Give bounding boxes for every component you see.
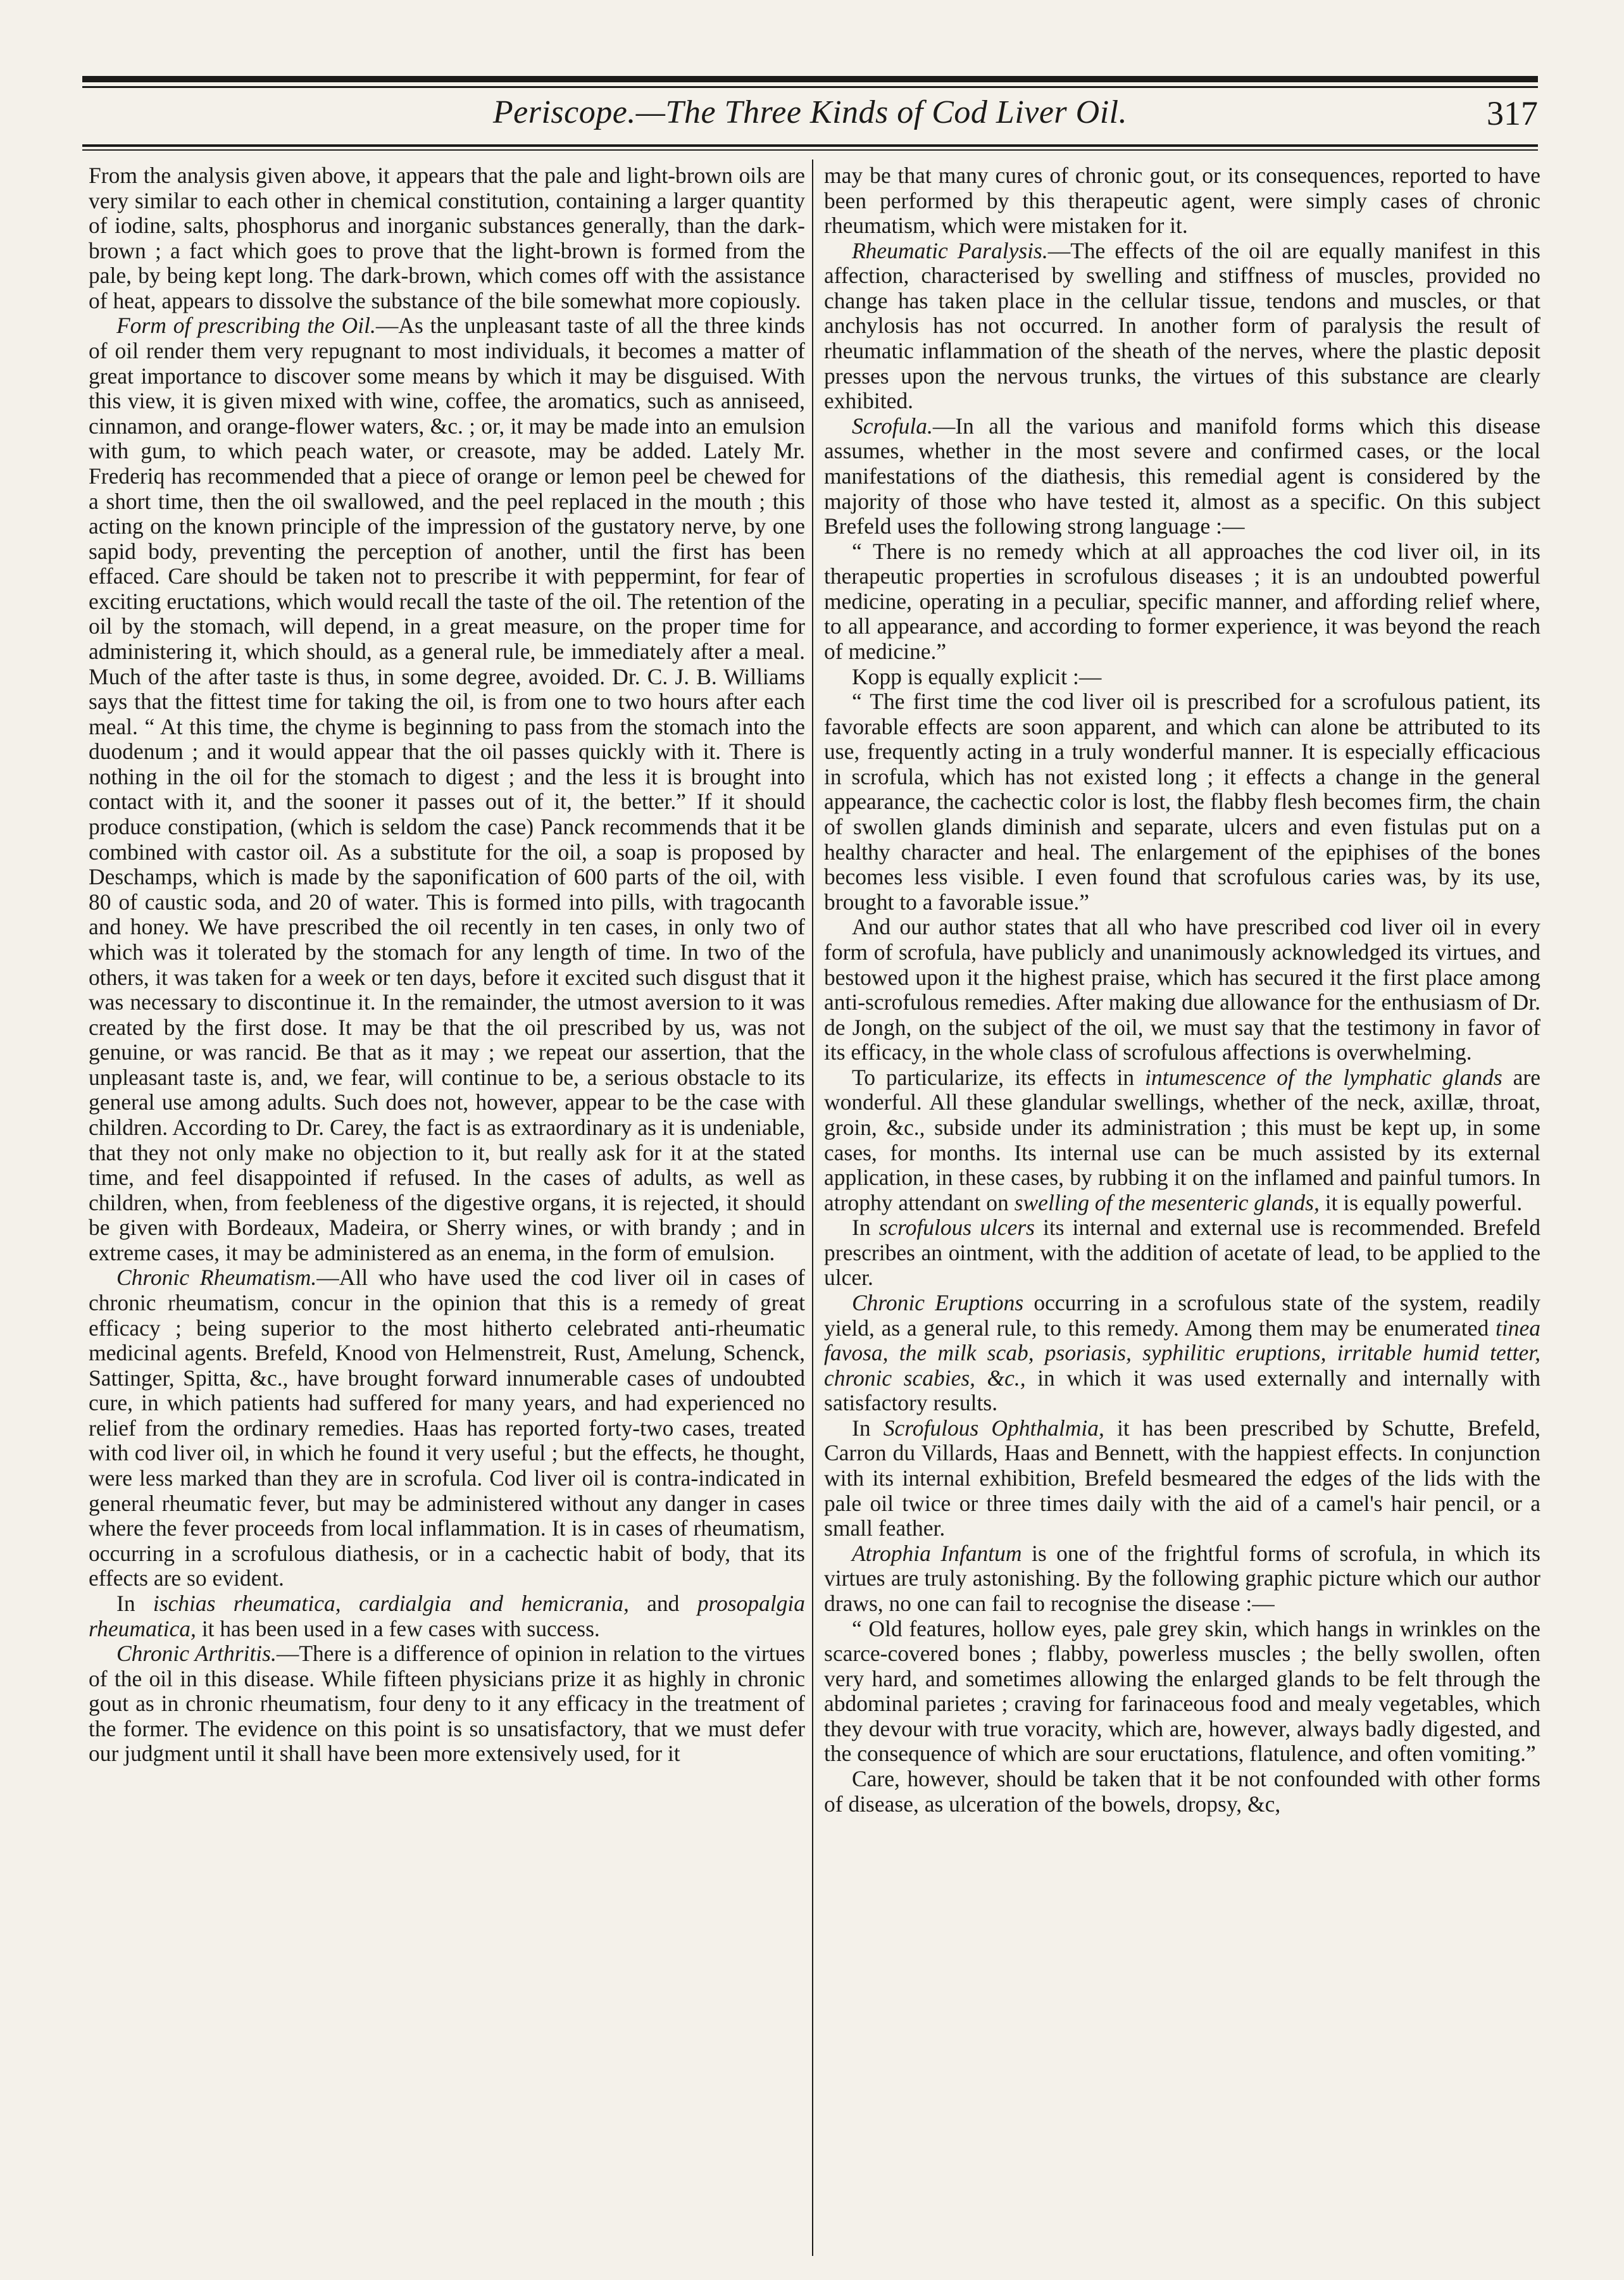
paragraph — [824, 1416, 1540, 1541]
text-run: Kopp is equally explicit :— — [852, 663, 1102, 689]
italic-run: Rheumatic Paralysis. — [852, 237, 1048, 263]
text-run: occurring in a scrofulous state of the system, readily yield, as a general rule, to this remedy. Among them may be enumerated — [824, 1290, 1540, 1341]
header-rule — [82, 144, 1538, 147]
paragraph — [824, 1291, 1540, 1416]
paragraph — [824, 1767, 1540, 1817]
paragraph — [824, 1617, 1540, 1767]
page-number: 317 — [1487, 94, 1538, 132]
right-column — [824, 163, 1540, 2252]
paragraph — [824, 1541, 1540, 1617]
running-head — [82, 87, 1538, 144]
paragraph — [824, 1065, 1540, 1215]
italic-run: swelling of the mesenteric glands, — [1014, 1189, 1320, 1215]
italic-run: ischias rheumatica, cardialgia and hemicrania, — [153, 1590, 629, 1616]
text-run: is one of the frightful forms of scrofula, in which its virtues are truly astonishing. By the following graphic picture which our author draws, no one can fail to recognise the disease :— — [824, 1540, 1540, 1616]
paragraph — [824, 239, 1540, 414]
italic-run: Atrophia Infantum — [852, 1540, 1022, 1566]
text-run: —In all the various and manifold forms which this disease assumes, whether in the most severe and confirmed cases, or the local manifestations of the diathesis, this remedial agent is considered by the majority of those who have tested it, almost as a specific. On this subject Brefeld uses the following strong language :— — [824, 413, 1540, 539]
paragraph — [824, 163, 1540, 239]
text-run: To particularize, its effects in — [852, 1064, 1146, 1090]
text-run: “ Old features, hollow eyes, pale grey skin, which hangs in wrinkles on the scarce-covered bones ; flabby, powerless muscles ; the belly swollen, often very hard, and sometimes allowing the enlarged glands to be felt through the abdominal parietes ; craving for farinaceous food and mealy vegetables, which they devour with true voracity, which are, however, always badly digested, and the consequence of which are sour eructations, flatulence, and often vomiting.” — [824, 1615, 1540, 1767]
italic-run: Form of prescribing the Oil. — [116, 313, 376, 339]
text-run: In — [852, 1415, 884, 1441]
italic-run: Scrofula. — [852, 413, 933, 439]
text-run: “ There is no remedy which at all approaches the cod liver oil, in its therapeutic properties in scrofulous diseases ; it is an undoubted powerful medicine, operating in a peculiar, specific manner, and affording relief where, to all appearance, and according to former experience, it was beyond the reach of medicine.” — [824, 538, 1540, 664]
text-run: may be that many cures of chronic gout, or its consequences, reported to have been performed by this therapeutic agent, were simply cases of chronic rheumatism, which were mistaken for it. — [824, 163, 1540, 239]
paragraph — [89, 313, 805, 1265]
header-rule-thin — [82, 149, 1538, 151]
text-run: In — [116, 1590, 153, 1616]
text-run: —As the unpleasant taste of all the three kinds of oil render them very repugnant to most individuals, it becomes a matter of great importance to discover some means by which it may be disguised. With this view, it is given mixed with wine, coffee, the aromatics, such as anniseed, cinnamon, and orange-flower waters, &c. ; or, it may be made into an emulsion with gum, to which peach water, or creasote, may be added. Lately Mr. Frederiq has recommended that a piece of orange or lemon peel be chewed for a short time, then the oil swallowed, and the peel replaced in the mouth ; this acting on the known principle of the impression of the gustatory nerve, by one sapid body, preventing the perception of another, until the first has been effaced. Care should be taken not to prescribe it with peppermint, for fear of exciting eructations, which would recall the taste of the oil. The retention of the oil by the stomach, will depend, in a great measure, on the proper time for administering it, which should, as a general rule, be immediately after a meal. Much of the after taste is thus, in some degree, avoided. Dr. C. J. B. Williams says that the fittest time for taking the oil, is from one to two hours after each meal. “ At this time, the chyme is beginning to pass from the stomach into the duodenum ; and it would appear that the oil passes quickly with it. There is nothing in the oil for the stomach to digest ; and the less it is brought into contact with it, and the sooner it passes out of it, the better.” If it should produce constipation, (which is seldom the case) Panck recommends that it be combined with castor oil. As a substitute for the oil, a soap is proposed by Deschamps, which is made by the saponification of 600 parts of the oil, with 80 of caustic soda, and 20 of water. This is formed into pills, with tragocanth and honey. We have prescribed the oil recently in ten cases, in only two of which was it tolerated by the stomach for any length of time. In two of the others, it was taken for a week or ten days, before it excited such disgust that it was necessary to discontinue it. In the remainder, the utmost aversion to it was created by the first dose. It may be that the oil prescribed by us, was not genuine, or was rancid. Be that as it may ; we repeat our assertion, that the unpleasant taste is, and, we fear, will continue to be, a serious obstacle to its general use among adults. Such does not, however, appear to be the case with children. According to Dr. Carey, the fact is as extraordinary as it is undeniable, that they not only make no objection to it, but really ask for it at the stated time, and feel disappointed if refused. In the cases of adults, as well as children, when, from feebleness of the digestive organs, it is rejected, it should be given with Bordeaux, Madeira, or Sherry wines, or with brandy ; and in extreme cases, it may be administered as an enema, in the form of emulsion. — [89, 313, 805, 1265]
paragraph — [824, 414, 1540, 539]
italic-run: Chronic Eruptions — [852, 1290, 1024, 1316]
text-run: —All who have used the cod liver oil in cases of chronic rheumatism, concur in the opinion that this is a remedy of great efficacy ; being superior to the most hitherto celebrated anti-rheumatic medicinal agents. Brefeld, Knood von Helmenstreit, Rust, Amelung, Schenck, Sattinger, Spitta, &c., have brought forward innumerable cases of undoubted cure, in which patients had suffered for many years, and had experienced no relief from the ordinary remedies. Haas has reported forty-two cases, treated with cod liver oil, in which he found it very useful ; but the effects, he thought, were less marked than they are in scrofula. Cod liver oil is contra-indicated in general rheumatic fever, but may be administered without any danger in cases where the fever proceeds from local inflammation. It is in cases of rheumatism, occurring in a scrofulous diathesis, or in a cachectic habit of body, that its effects are so evident. — [89, 1265, 805, 1591]
text-run: in which it was used externally and internally with satisfactory results. — [824, 1365, 1540, 1416]
paragraph — [89, 1641, 805, 1767]
text-run: “ The first time the cod liver oil is prescribed for a scrofulous patient, its favorable effects are soon apparent, and which can alone be attributed to its use, frequently acting in a truly wonderful manner. It is especially efficacious in scrofula, which has not existed long ; it effects a change in the general appearance, the cachectic color is lost, the flabby flesh becomes firm, the chain of swollen glands diminish and separate, ulcers and even fistulas put on a healthy character and heal. The enlargement of the epiphises of the bones becomes less visible. I even found that scrofulous caries was, by its use, brought to a favorable issue.” — [824, 689, 1540, 915]
text-run: it is equally powerful. — [1319, 1189, 1523, 1215]
paragraph — [824, 689, 1540, 915]
column-divider — [812, 160, 813, 2256]
text-run: it has been prescribed by Schutte, Brefeld, Carron du Villards, Haas and Bennett, with the happiest effects. In conjunction with its internal exhibition, Brefeld besmeared the edges of the lids with the pale oil twice or three times daily with the aid of a camel's hair pencil, or a small feather. — [824, 1415, 1540, 1541]
paragraph — [824, 915, 1540, 1065]
italic-run: prosopalgia rheumatica, — [89, 1590, 805, 1641]
text-run: And our author states that all who have prescribed cod liver oil in every form of scrofula, have publicly and unanimously acknowledged its virtues, and bestowed upon it the highest praise, which has secured it the first place among anti-scrofulous remedies. After making due allowance for the enthusiasm of Dr. de Jongh, on the subject of the oil, we must say that the testimony in favor of its efficacy, in the whole class of scrofulous affections is overwhelming. — [824, 914, 1540, 1065]
text-run: In — [852, 1215, 879, 1241]
paragraph — [89, 1265, 805, 1591]
text-run: From the analysis given above, it appears that the pale and light-brown oils are very similar to each other in chemical constitution, containing a larger quantity of iodine, salts, phosphorus and inorganic substances generally, than the dark-brown ; a fact which goes to prove that the light-brown is formed from the pale, by being kept long. The dark-brown, which comes off with the assistance of heat, appears to dissolve the substance of the bile somewhat more copiously. — [89, 163, 805, 313]
italic-run: scrofulous ulcers — [878, 1215, 1035, 1241]
paragraph — [824, 665, 1540, 690]
text-run: Care, however, should be taken that it be not confounded with other forms of disease, as ulceration of the bowels, dropsy, &c, — [824, 1766, 1540, 1817]
running-title: Periscope.—The Three Kinds of Cod Liver Oil. — [492, 94, 1128, 130]
paragraph — [824, 539, 1540, 665]
italic-run: tinea favosa, the milk scab, psoriasis, syphilitic eruptions, irritable humid tetter, chronic scabies, &c., — [824, 1315, 1540, 1391]
text-run: and — [628, 1590, 697, 1616]
italic-run: Scrofulous Ophthalmia, — [883, 1415, 1104, 1441]
text-run: —The effects of the oil are equally manifest in this affection, characterised by swelling and stiffness of muscles, provided no change has taken place in the cellular tissue, tendons and muscles, or that anchylosis has not occurred. In another form of paralysis the result of rheumatic inflammation of the sheath of the nerves, where the plastic deposit presses upon the nervous trunks, the virtues of this substance are clearly exhibited. — [824, 237, 1540, 414]
text-run: it has been used in a few cases with success. — [196, 1615, 600, 1641]
text-run: —There is a difference of opinion in relation to the virtues of the oil in this disease. While fifteen physicians prize it as highly in chronic gout as in chronic rheumatism, four deny to it any efficacy in the treatment of the former. The evidence on this point is so unsatisfactory, that we must defer our judgment until it shall have been more extensively used, for it — [89, 1641, 805, 1767]
italic-run: Chronic Rheumatism. — [116, 1265, 317, 1291]
paragraph — [89, 1591, 805, 1641]
paragraph — [89, 163, 805, 313]
left-column — [89, 163, 805, 2252]
italic-run: Chronic Arthritis. — [116, 1641, 277, 1667]
italic-run: intumescence of the lymphatic glands — [1145, 1064, 1502, 1090]
top-double-rule — [82, 76, 1538, 82]
text-run: are wonderful. All these glandular swellings, whether of the neck, axillæ, throat, groin, &c., subside under its administration ; this must be kept up, in some cases, for months. Its internal use can be much assisted by its external application, in these cases, by rubbing it on the inflamed and painful tumors. In atrophy attendant on — [824, 1064, 1540, 1215]
paragraph — [824, 1215, 1540, 1291]
text-run: its internal and external use is recommended. Brefeld prescribes an ointment, with the addition of acetate of lead, to be applied to the ulcer. — [824, 1215, 1540, 1291]
